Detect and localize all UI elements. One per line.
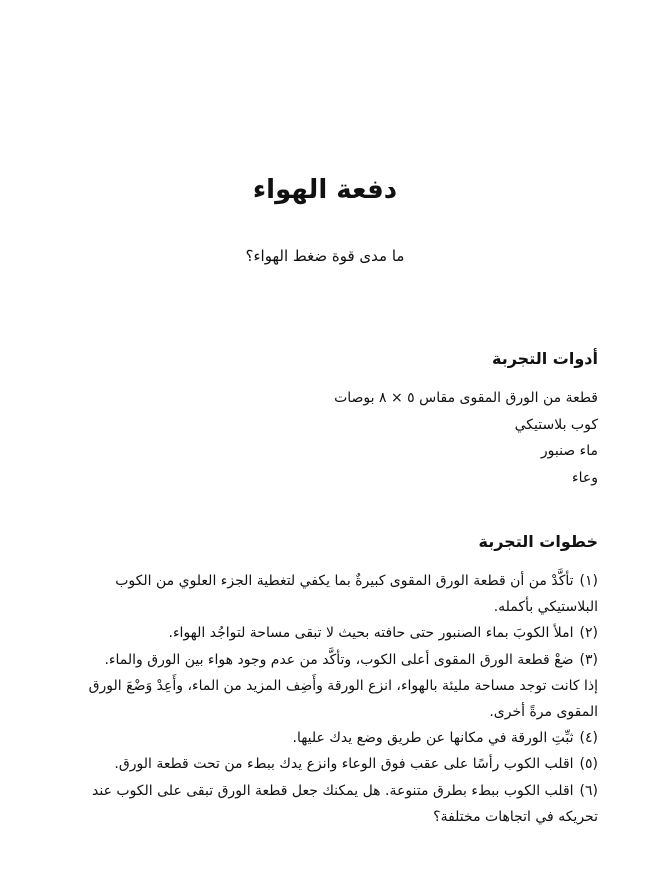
step-text: تأكَّدْ من أن قطعة الورق المقوى كبيرةٌ بما يكفي لتغطية الجزء العلوي من الكوب البلاستيكي بأكمله. <box>115 573 598 616</box>
tools-item: وعاء <box>572 469 598 486</box>
step-number: (٥) <box>579 756 598 773</box>
guiding-question: ما مدى قوة ضغط الهواء؟ <box>245 247 405 265</box>
page-title: دفعة الهواء <box>252 175 398 205</box>
step-number: (٣) <box>579 651 598 668</box>
step-item <box>52 778 598 830</box>
step-item <box>52 725 598 751</box>
step-number: (٦) <box>579 782 598 799</box>
step-text: ضعْ قطعة الورق المقوى أعلى الكوب، وتأكَّد من عدم وجود هواء بين الورق والماء. <box>104 651 574 668</box>
tools-item: كوب بلاستيكي <box>514 416 598 433</box>
step-item <box>52 620 598 646</box>
step-number: (٤) <box>579 730 598 747</box>
step-note-text: إذا كانت توجد مساحة مليئة بالهواء، انزع الورقة وأَضِف المزيد من الماء، وأَعِدْ وَضْعَ الورق المقوى مرةً أخرى. <box>88 677 598 721</box>
steps-heading: خطوات التجربة <box>478 532 598 551</box>
tools-item: ماء صنبور <box>540 443 598 459</box>
step-text: اقلب الكوب ببطء بطرق متنوعة. هل يمكنك جعل قطعة الورق تبقى على الكوب عند تحريكه في اتجاهات مختلفة؟ <box>92 782 598 825</box>
step-text: ثبِّتِ الورقة في مكانها عن طريق وضع يدك عليها. <box>292 730 574 747</box>
step-item <box>52 647 598 673</box>
step-note <box>52 673 598 725</box>
step-text: املأ الكوبَ بماء الصنبور حتى حافته بحيث لا تبقى مساحة لتواجُد الهواء. <box>168 625 574 642</box>
step-item <box>52 751 598 777</box>
step-number: (٢) <box>579 625 598 642</box>
step-text: اقلب الكوب رأسًا على عقب فوق الوعاء وانزع يدك ببطء من تحت قطعة الورق. <box>114 756 574 773</box>
step-number: (١) <box>579 573 598 589</box>
step-item <box>52 568 598 620</box>
tools-item: قطعة من الورق المقوى مقاس ٥ × ٨ بوصات <box>334 390 598 406</box>
steps-list <box>52 568 598 830</box>
tools-list <box>52 385 598 491</box>
tools-heading: أدوات التجربة <box>492 349 598 368</box>
